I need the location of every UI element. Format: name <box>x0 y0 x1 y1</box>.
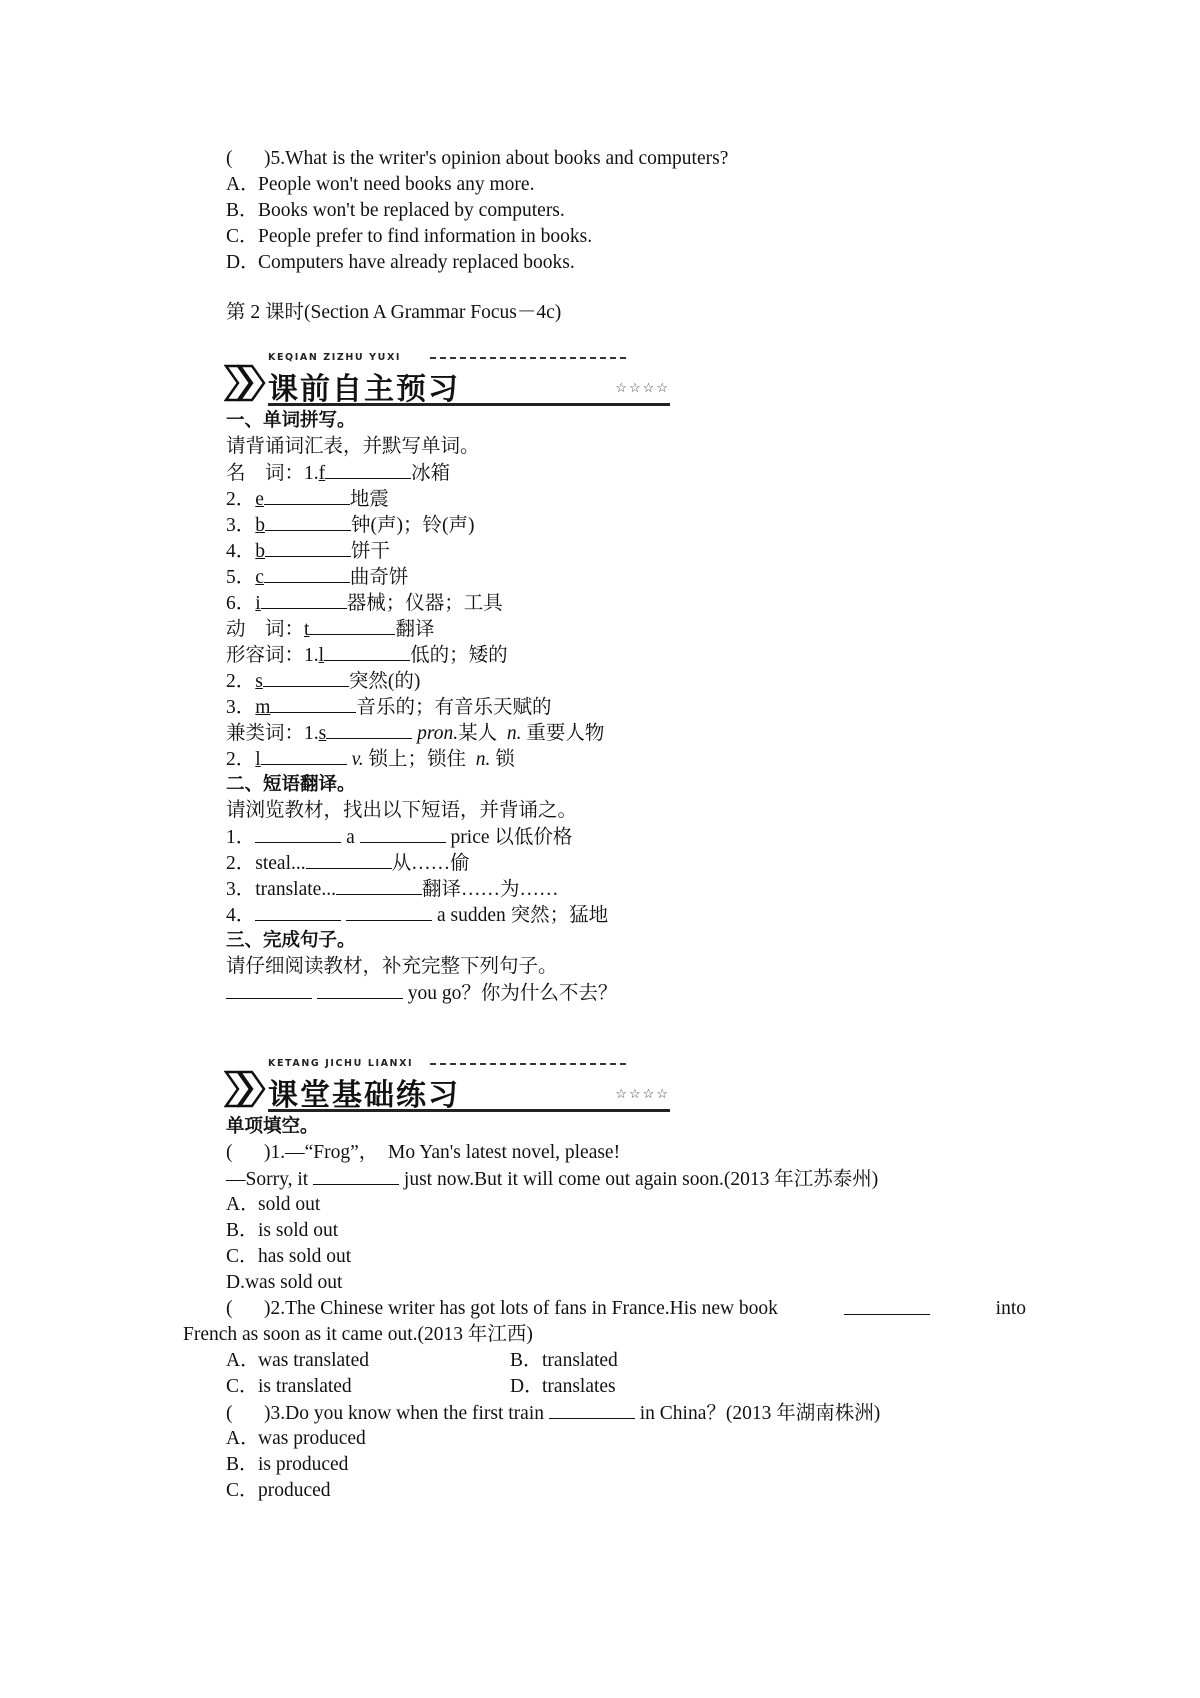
adj-item-2: 2．s 突然(的) <box>226 668 420 695</box>
question-2-line-1: ( )2.The Chinese writer has got lots of fans in France.His new book into <box>226 1296 1026 1322</box>
part3-heading: 三、完成句子。 <box>226 930 356 951</box>
fill-blank[interactable] <box>265 538 351 557</box>
banner-pinyin: KEQIAN ZIZHU YUXI <box>268 352 402 363</box>
q1-option-d: D.was sold out <box>226 1272 343 1293</box>
fill-blank[interactable] <box>309 616 395 635</box>
noun-item-3: 3．b 钟(声)；铃(声) <box>226 512 475 539</box>
fill-blank[interactable] <box>336 876 422 895</box>
banner-title: 课堂基础练习 <box>268 1078 460 1113</box>
part2-heading: 二、短语翻译。 <box>226 774 356 795</box>
difficulty-stars: ☆☆☆☆ <box>615 380 670 395</box>
part1-heading: 一、单词拼写。 <box>226 410 356 431</box>
question-text: )5.What is the writer's opinion about books and computers? <box>264 148 729 169</box>
double-chevron-icon <box>224 1068 266 1110</box>
answer-paren: ( <box>226 1142 233 1163</box>
part2-instruction: 请浏览教材，找出以下短语，并背诵之。 <box>226 800 578 821</box>
fill-blank[interactable] <box>360 824 446 843</box>
fill-blank[interactable] <box>270 694 356 713</box>
q1-option-a: A．sold out <box>226 1194 321 1215</box>
answer-paren: ( <box>226 1403 233 1424</box>
fill-blank[interactable] <box>261 590 347 609</box>
multi-item-1: 兼类词：1.s pron.某人 n. 重要人物 <box>226 720 604 747</box>
question-1-line-1: ( )1.—“Frog”， Mo Yan's latest novel, please! <box>226 1140 620 1166</box>
adj-item-1: 形容词：1.l 低的；矮的 <box>226 642 508 669</box>
fill-blank[interactable] <box>325 460 411 479</box>
q3-option-c: C．produced <box>226 1480 331 1501</box>
phrase-item-2: 2．steal... 从……偷 <box>226 850 470 877</box>
verb-item: 动 词：t 翻译 <box>226 616 434 643</box>
fill-blank[interactable] <box>261 746 347 765</box>
part3-instruction: 请仔细阅读教材，补充完整下列句子。 <box>226 956 558 977</box>
q1-option-b: B．is sold out <box>226 1220 339 1241</box>
noun-item-2: 2．e 地震 <box>226 486 389 513</box>
fill-blank[interactable] <box>844 1296 930 1315</box>
lesson-title: 第 2 课时(Section A Grammar Focus－4c) <box>226 302 562 323</box>
noun-item-1: 名 词：1.f 冰箱 <box>226 460 450 487</box>
q1-option-c: C．has sold out <box>226 1246 352 1267</box>
banner-dash-line <box>430 1063 626 1065</box>
q3-option-b: B．is produced <box>226 1454 349 1475</box>
fill-blank[interactable] <box>313 1166 399 1185</box>
banner-rule <box>268 1109 670 1112</box>
answer-paren: ( <box>226 1298 233 1319</box>
phrase-item-4: 4． a sudden 突然；猛地 <box>226 902 608 929</box>
double-chevron-icon <box>224 362 266 404</box>
difficulty-stars: ☆☆☆☆ <box>615 1086 670 1101</box>
fill-blank[interactable] <box>255 824 341 843</box>
noun-item-6: 6．i 器械；仪器；工具 <box>226 590 503 617</box>
option-b: B．Books won't be replaced by computers. <box>226 200 565 221</box>
q3-option-a: A．was produced <box>226 1428 366 1449</box>
phrase-item-1: 1． a price 以低价格 <box>226 824 572 851</box>
answer-paren: ( <box>226 148 233 169</box>
sentence-item: you go？你为什么不去？ <box>226 980 617 1007</box>
noun-item-5: 5．c 曲奇饼 <box>226 564 408 591</box>
fill-blank[interactable] <box>324 642 410 661</box>
option-a: A．People won't need books any more. <box>226 174 535 195</box>
part4-heading: 单项填空。 <box>226 1116 319 1137</box>
noun-item-4: 4．b 饼干 <box>226 538 390 565</box>
banner-pinyin: KETANG JICHU LIANXI <box>268 1058 414 1069</box>
fill-blank[interactable] <box>326 720 412 739</box>
fill-blank[interactable] <box>317 980 403 999</box>
question-5-stem <box>226 146 728 172</box>
question-2-line-2: French as soon as it came out.(2013 年江西) <box>183 1324 533 1345</box>
banner-title: 课前自主预习 <box>268 372 460 407</box>
banner-rule <box>268 403 670 406</box>
fill-blank[interactable] <box>255 902 341 921</box>
fill-blank[interactable] <box>263 668 349 687</box>
fill-blank[interactable] <box>306 850 392 869</box>
fill-blank[interactable] <box>264 564 350 583</box>
fill-blank[interactable] <box>346 902 432 921</box>
part1-instruction: 请背诵词汇表，并默写单词。 <box>226 436 480 457</box>
question-3-line-1: ( )3.Do you know when the first train in China？(2013 年湖南株洲) <box>226 1400 880 1427</box>
fill-blank[interactable] <box>264 486 350 505</box>
option-d: D．Computers have already replaced books. <box>226 252 575 273</box>
fill-blank[interactable] <box>265 512 351 531</box>
fill-blank[interactable] <box>549 1400 635 1419</box>
adj-item-3: 3．m 音乐的；有音乐天赋的 <box>226 694 551 721</box>
q2-options-row-2: C．is translated D．translates <box>226 1376 616 1397</box>
option-c: C．People prefer to find information in books. <box>226 226 593 247</box>
multi-item-2: 2．l v. 锁上；锁住 n. 锁 <box>226 746 515 773</box>
question-1-line-2: —Sorry, it just now.But it will come out again soon.(2013 年江苏泰州) <box>226 1166 878 1193</box>
q2-options-row-1: A．was translated B．translated <box>226 1350 618 1371</box>
banner-dash-line <box>430 357 626 359</box>
phrase-item-3: 3．translate... 翻译……为…… <box>226 876 558 903</box>
fill-blank[interactable] <box>226 980 312 999</box>
